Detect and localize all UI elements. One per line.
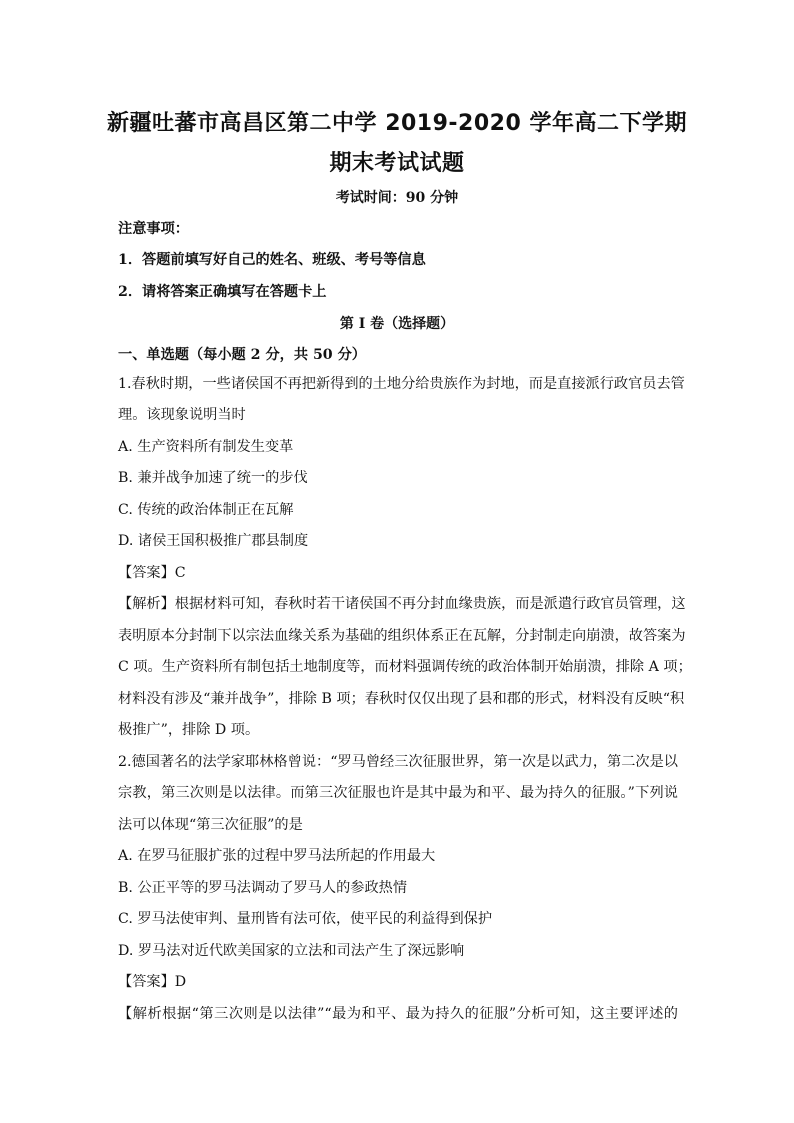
question-stem-line: 宗教，第三次则是以法律。而第三次征服也许是其中最为和平、最为持久的征服。”下列说 xyxy=(118,785,678,801)
option-d: D. 诸侯王国积极推广郡县制度 xyxy=(118,533,309,549)
option-c: C. 罗马法使审判、量刑皆有法可依，使平民的利益得到保护 xyxy=(118,911,493,927)
notes-heading: 注意事项： xyxy=(118,221,189,237)
analysis-line: C 项。生产资料所有制包括土地制度等，而材料强调传统的政治体制开始崩溃，排除 A 项； xyxy=(118,659,692,675)
analysis-line: 表明原本分封制下以宗法血缘关系为基础的组织体系正在瓦解，分封制走向崩溃，故答案为 xyxy=(118,628,686,644)
analysis-line: 材料没有涉及“兼并战争”，排除 B 项；春秋时仅仅出现了县和郡的形式，材料没有反映“积 xyxy=(118,691,685,707)
page-title-line2: 期末考试试题 xyxy=(329,151,465,176)
analysis-line: 极推广”，排除 D 项。 xyxy=(118,722,260,738)
question-stem-line: 理。该现象说明当时 xyxy=(118,407,246,423)
exam-time: 考试时间：90 分钟 xyxy=(335,190,459,206)
volume-heading: 第 I 卷（选择题） xyxy=(339,316,455,332)
option-b: B. 兼并战争加速了统一的步伐 xyxy=(118,470,308,486)
question-stem-line: 1.春秋时期，一些诸侯国不再把新得到的土地分给贵族作为封地，而是直接派行政官员去管 xyxy=(118,376,685,392)
note-item: 2．请将答案正确填写在答题卡上 xyxy=(118,284,327,300)
question-stem-line: 法可以体现“第三次征服”的是 xyxy=(118,817,303,833)
note-item: 1．答题前填写好自己的姓名、班级、考号等信息 xyxy=(118,252,426,268)
analysis-line: 【解析】根据材料可知，春秋时若干诸侯国不再分封血缘贵族，而是派遣行政官员管理，这 xyxy=(118,596,686,612)
option-a: A. 生产资料所有制发生变革 xyxy=(118,439,294,455)
question-stem-line: 2.德国著名的法学家耶林格曾说：“罗马曾经三次征服世界，第一次是以武力，第二次是以 xyxy=(118,754,678,770)
section-heading: 一、单选题（每小题 2 分，共 50 分） xyxy=(118,347,366,363)
option-b: B. 公正平等的罗马法调动了罗马人的参政热情 xyxy=(118,880,408,896)
page-title-line1: 新疆吐蕃市高昌区第二中学 2019-2020 学年高二下学期 xyxy=(107,111,687,136)
option-d: D. 罗马法对近代欧美国家的立法和司法产生了深远影响 xyxy=(118,943,465,959)
option-a: A. 在罗马征服扩张的过程中罗马法所起的作用最大 xyxy=(118,848,436,864)
answer-label: 【答案】D xyxy=(118,974,187,990)
option-c: C. 传统的政治体制正在瓦解 xyxy=(118,502,294,518)
answer-label: 【答案】C xyxy=(118,565,186,581)
analysis-line: 【解析根据“第三次则是以法律”“最为和平、最为持久的征服”分析可知，这主要评述的 xyxy=(118,1006,678,1022)
